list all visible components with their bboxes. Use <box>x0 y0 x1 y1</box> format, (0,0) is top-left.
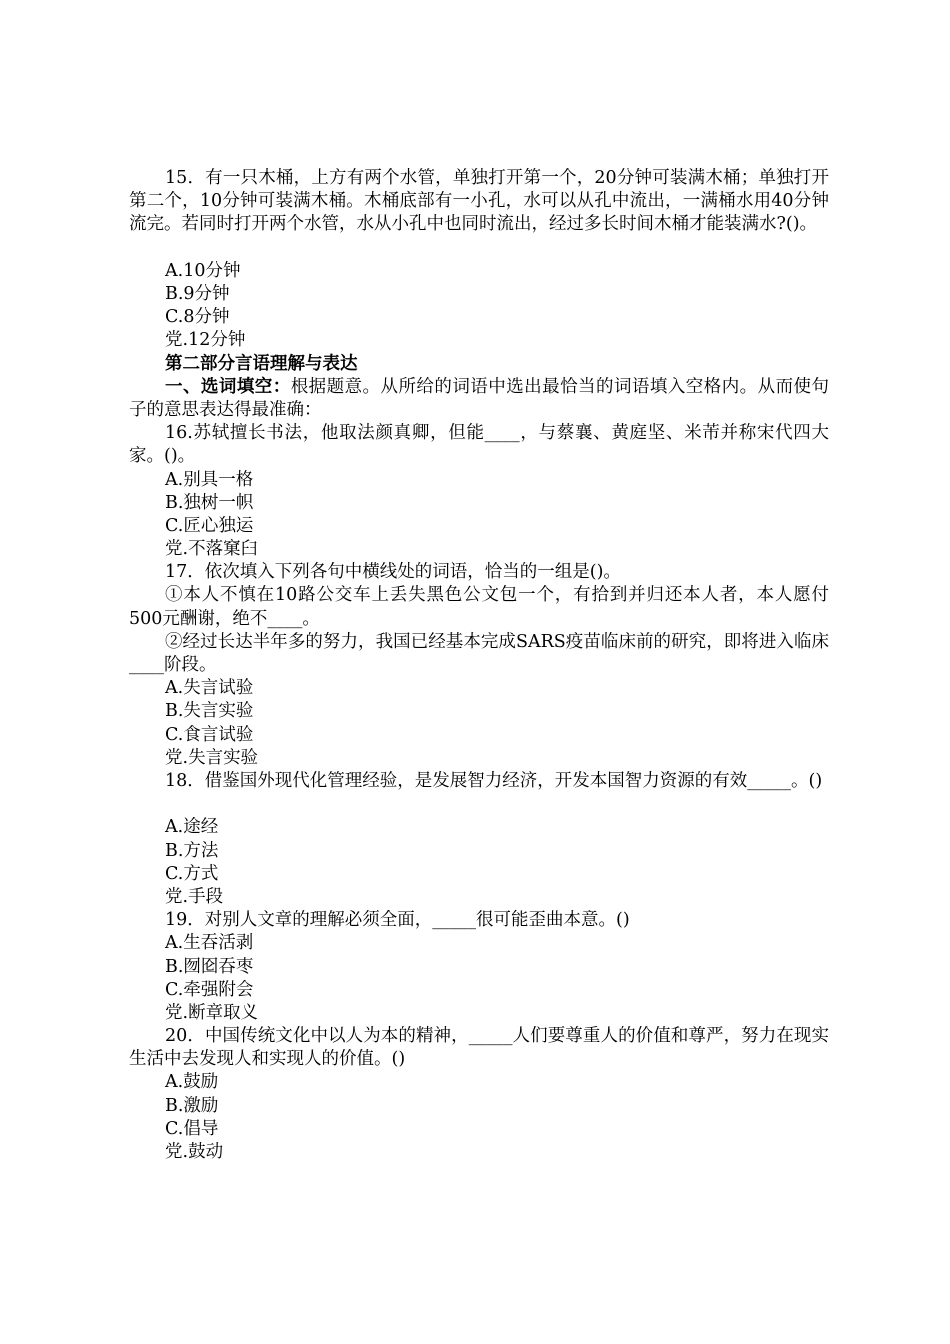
question-20-option-a: A.鼓励 <box>165 1072 219 1093</box>
question-15-option-b: B.9分钟 <box>165 283 230 304</box>
question-16-stem: 16.苏轼擅长书法，他取法颜真卿，但能____，与蔡襄、黄庭坚、米芾并称宋代四大家。()。 <box>129 423 829 467</box>
question-20-option-b: B.激励 <box>165 1095 219 1116</box>
question-15-option-d: 党.12分钟 <box>165 330 246 351</box>
question-17-sentence-1: ①本人不慎在10路公交车上丢失黑色公文包一个，有拾到并归还本人者，本人愿付500元酬谢，绝不____。 <box>129 585 829 629</box>
question-17-option-a: A.失言试验 <box>165 678 254 699</box>
question-17-option-c: C.食言试验 <box>165 724 254 745</box>
question-18-option-d: 党.手段 <box>165 886 224 907</box>
question-18-option-c: C.方式 <box>165 863 219 884</box>
question-18-stem: 18．借鉴国外现代化管理经验，是发展智力经济，开发本国智力资源的有效_____。() <box>165 770 823 791</box>
question-15-stem: 15．有一只木桶，上方有两个水管，单独打开第一个，20分钟可装满木桶；单独打开第二个，10分钟可装满木桶。木桶底部有一小孔，水可以从孔中流出，一满桶水用40分钟流完。若同时打开两个水管，水从小孔中也同时流出，经过多长时间木桶才能装满水?()。 <box>129 168 829 235</box>
question-18-option-a: A.途经 <box>165 817 219 838</box>
question-17-sentence-2: ②经过长达半年多的努力，我国已经基本完成SARS疫苗临床前的研究，即将进入临床____阶段。 <box>129 631 829 676</box>
document-body <box>129 167 829 1164</box>
question-19-stem: 19．对别人文章的理解必须全面，_____很可能歪曲本意。() <box>165 910 630 931</box>
question-15-option-a: A.10分钟 <box>165 260 241 281</box>
question-16-option-d: 党.不落窠臼 <box>165 539 259 560</box>
question-20-stem: 20．中国传统文化中以人为本的精神，_____人们要尊重人的价值和尊严，努力在现实生活中去发现人和实现人的价值。() <box>129 1026 829 1070</box>
question-17-option-d: 党.失言实验 <box>165 747 259 768</box>
question-19-option-b: B.囫囵吞枣 <box>165 956 254 977</box>
question-19-option-d: 党.断章取义 <box>165 1002 259 1023</box>
section-instructions <box>129 376 829 422</box>
question-20-option-c: C.倡导 <box>165 1118 219 1139</box>
question-16-option-c: C.匠心独运 <box>165 515 254 536</box>
question-20-option-d: 党.鼓动 <box>165 1142 224 1163</box>
question-17-stem: 17．依次填入下列各句中横线处的词语，恰当的一组是()。 <box>165 562 621 583</box>
question-18-option-b: B.方法 <box>165 840 219 861</box>
question-19-option-c: C.牵强附会 <box>165 979 254 1000</box>
question-15-option-c: C.8分钟 <box>165 307 230 328</box>
question-16-option-a: A.别具一格 <box>165 469 254 490</box>
question-19-option-a: A.生吞活剥 <box>165 933 254 954</box>
question-17-option-b: B.失言实验 <box>165 701 254 722</box>
section-instructions-text: 根据题意。从所给的词语中选出最恰当的词语填入空格内。从而使句子的意思表达得最准确： <box>129 376 830 420</box>
section-title: 第二部分言语理解与表达 <box>165 353 358 374</box>
section-subheading: 一、选词填空： <box>165 376 291 397</box>
question-16-option-b: B.独树一帜 <box>165 492 254 513</box>
